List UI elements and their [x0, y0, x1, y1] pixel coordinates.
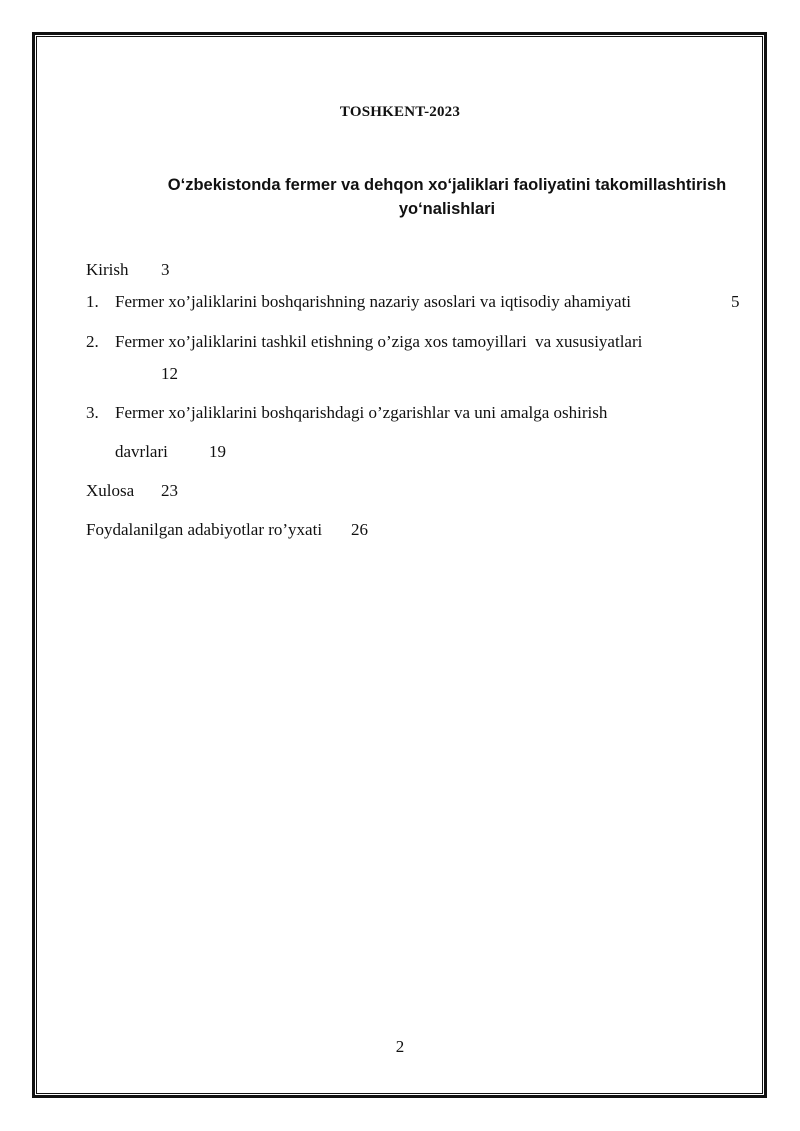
toc-references-page: 26: [351, 520, 368, 539]
toc-item-3-text-line-2: davrlari: [115, 442, 168, 461]
toc-item-2-number: 2.: [86, 332, 99, 351]
toc-item-1-text: Fermer xo’jaliklarini boshqarishning nazariy asoslari va iqtisodiy ahamiyati: [115, 292, 632, 311]
toc-item-1-page: 5: [731, 292, 740, 311]
toc-conclusion-label: Xulosa: [86, 481, 135, 500]
toc-item-3-number: 3.: [86, 403, 99, 422]
toc-intro-page: 3: [161, 260, 170, 279]
toc-item-1-number: 1.: [86, 292, 99, 311]
city-year-heading: TOSHKENT-2023: [339, 104, 461, 120]
toc-references-label: Foydalanilgan adabiyotlar ro’yxati: [86, 520, 323, 539]
toc-conclusion-page: 23: [161, 481, 178, 500]
toc-intro-label: Kirish: [86, 260, 129, 279]
page-number: 2: [395, 1037, 405, 1056]
document-title: [100, 173, 794, 221]
toc-item-3-text-line-1: Fermer xo’jaliklarini boshqarishdagi o’zgarishlar va uni amalga oshirish: [115, 403, 608, 422]
toc-item-2-text: Fermer xo’jaliklarini tashkil etishning o’ziga xos tamoyillari va xususiyatlari: [115, 332, 643, 351]
document-title-line-2: yo‘nalishlari: [398, 200, 496, 218]
toc-item-2-page: 12: [161, 364, 178, 383]
toc-item-3-page: 19: [209, 442, 226, 461]
document-title-line-1: O‘zbekistonda fermer va dehqon xo‘jaliklari faoliyatini takomillashtirish: [167, 176, 727, 194]
